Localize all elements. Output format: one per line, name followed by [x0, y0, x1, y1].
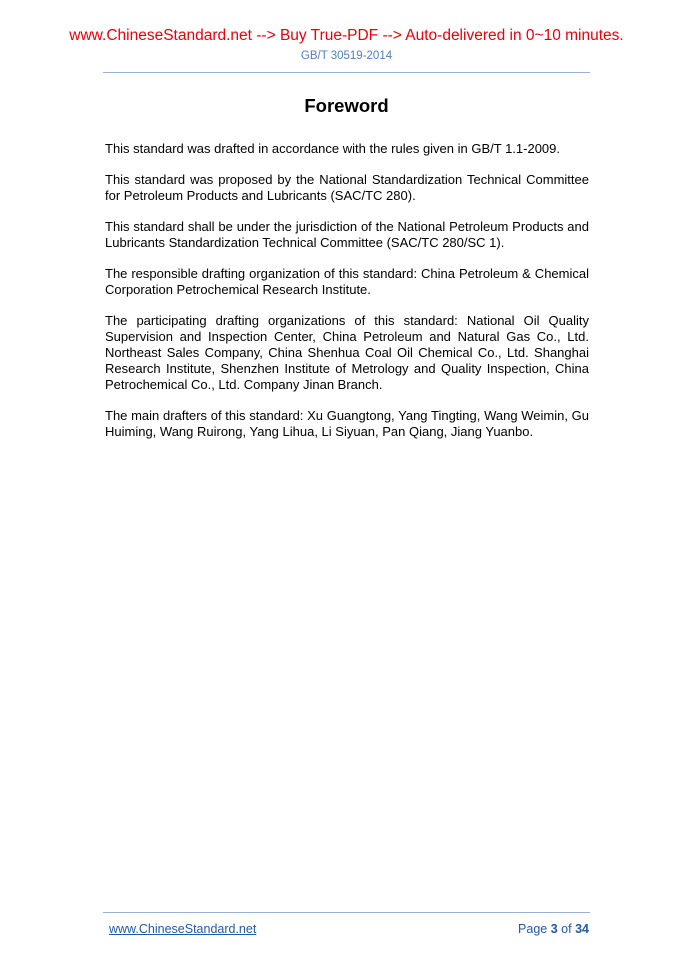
- total-page-count: 34: [575, 922, 589, 936]
- page-of-word: of: [561, 922, 572, 936]
- footer-divider: [103, 912, 590, 913]
- page-word: Page: [518, 922, 548, 936]
- paragraph-jurisdiction: This standard shall be under the jurisdiction of the National Petroleum Products and Lubricants Standardization Technical Committee (SAC/TC 280/SC 1).: [105, 219, 589, 250]
- current-page-number: 3: [550, 922, 558, 936]
- document-number: GB/T 30519-2014: [300, 50, 393, 62]
- paragraph-drafting-rules: This standard was drafted in accordance with the rules given in GB/T 1.1-2009.: [105, 141, 561, 156]
- header-divider: [103, 72, 590, 73]
- paragraph-responsible-org: The responsible drafting organization of this standard: China Petroleum & Chemical Corporation Petrochemical Research Institute.: [105, 266, 589, 297]
- paragraph-main-drafters: The main drafters of this standard: Xu Guangtong, Yang Tingting, Wang Weimin, Gu Huiming, Wang Ruirong, Yang Lihua, Li Siyuan, Pan Qiang, Jiang Yuanbo.: [105, 408, 589, 439]
- footer-website-link[interactable]: www.ChineseStandard.net: [109, 922, 257, 936]
- paragraph-proposed-by: This standard was proposed by the National Standardization Technical Committee for Petroleum Products and Lubricants (SAC/TC 280).: [105, 172, 589, 203]
- page-title: Foreword: [304, 95, 389, 116]
- paragraph-participating-orgs: The participating drafting organizations of this standard: National Oil Quality Supervision and Inspection Center, China Petroleum and Natural Gas Co., Ltd. Northeast Sales Company, China Shenhua Coal Oil Chemical Co., Ltd. Shanghai Research Institute, Shenzhen Institute of Metrology and Quality Inspection, China Petrochemical Co., Ltd. Company Jinan Branch.: [105, 313, 589, 392]
- foreword-body: [105, 141, 589, 455]
- page-indicator: [518, 922, 589, 936]
- promo-banner[interactable]: www.ChineseStandard.net --> Buy True-PDF --> Auto-delivered in 0~10 minutes.: [69, 27, 624, 44]
